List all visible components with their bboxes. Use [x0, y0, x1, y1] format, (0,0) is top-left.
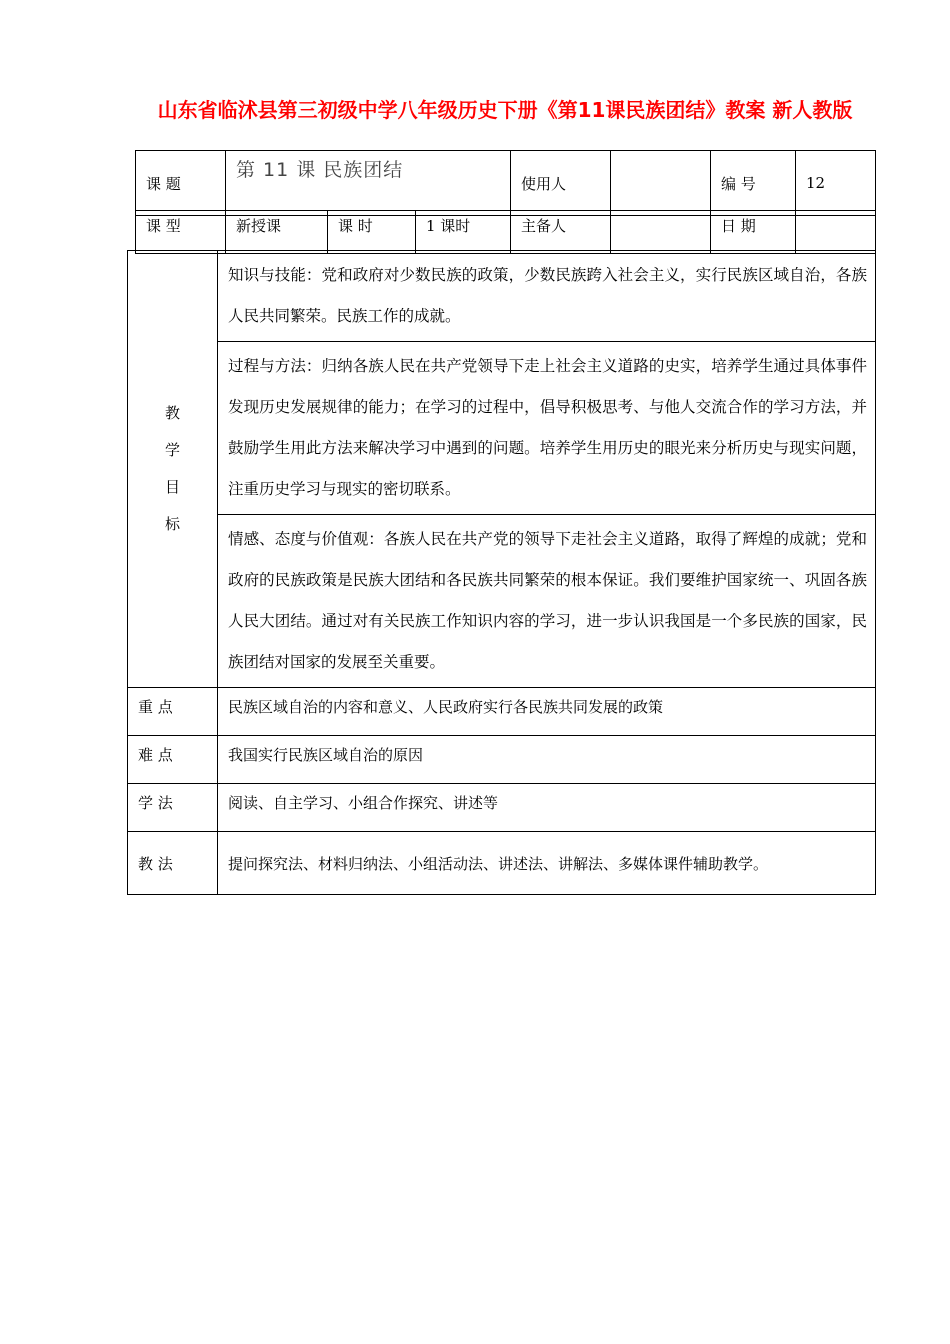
user-label: 使用人: [511, 151, 611, 216]
document-title: 山东省临沭县第三初级中学八年级历史下册《第11课民族团结》教案 新人教版: [157, 98, 853, 122]
objectives-table: [127, 250, 876, 895]
lesson-header-table: [135, 150, 876, 216]
type-value: 新授课: [226, 211, 328, 254]
objectives-label-char: 标: [164, 515, 180, 533]
objectives-label-char: 学: [164, 441, 180, 459]
date-label: 日 期: [711, 211, 796, 254]
number-label: 编 号: [711, 151, 796, 216]
objective-process: 过程与方法：归纳各族人民在共产党领导下走上社会主义道路的史实，培养学生通过具体事件发现历史发展规律的能力；在学习的过程中，倡导积极思考、与他人交流合作的学习方法，并鼓励学生用此方法来解决学习中遇到的问题。培养学生用历史的眼光来分析历史与现实问题，注重历史学习与现实的密切联系。: [218, 342, 876, 515]
hours-label: 课 时: [328, 211, 416, 254]
difficulty-value: 我国实行民族区域自治的原因: [218, 736, 876, 784]
date-value: [796, 211, 876, 254]
preparer-label: 主备人: [511, 211, 611, 254]
teaching-method-value: 提问探究法、材料归纳法、小组活动法、讲述法、讲解法、多媒体课件辅助教学。: [218, 832, 876, 895]
preparer-value: [611, 211, 711, 254]
lesson-meta-table: [135, 210, 876, 254]
objective-emotion: 情感、态度与价值观：各族人民在共产党的领导下走社会主义道路，取得了辉煌的成就；党和政府的民族政策是民族大团结和各民族共同繁荣的根本保证。我们要维护国家统一、巩固各族人民大团结。通过对有关民族工作知识内容的学习，进一步认识我国是一个多民族的国家，民族团结对国家的发展至关重要。: [218, 515, 876, 688]
key-points-label: 重 点: [128, 688, 218, 736]
objectives-label: [128, 251, 218, 688]
study-method-value: 阅读、自主学习、小组合作探究、讲述等: [218, 784, 876, 832]
topic-value: 第 11 课 民族团结: [226, 151, 511, 216]
topic-label: 课 题: [136, 151, 226, 216]
teaching-method-label: 教 法: [128, 832, 218, 895]
user-value: [611, 151, 711, 216]
hours-value: 1 课时: [416, 211, 511, 254]
number-value: 12: [796, 151, 876, 216]
key-points-value: 民族区域自治的内容和意义、人民政府实行各民族共同发展的政策: [218, 688, 876, 736]
type-label: 课 型: [136, 211, 226, 254]
objectives-label-char: 目: [164, 478, 180, 496]
study-method-label: 学 法: [128, 784, 218, 832]
objective-knowledge: 知识与技能：党和政府对少数民族的政策，少数民族跨入社会主义，实行民族区域自治，各族人民共同繁荣。民族工作的成就。: [218, 251, 876, 342]
objectives-label-char: 教: [164, 404, 180, 422]
difficulty-label: 难 点: [128, 736, 218, 784]
